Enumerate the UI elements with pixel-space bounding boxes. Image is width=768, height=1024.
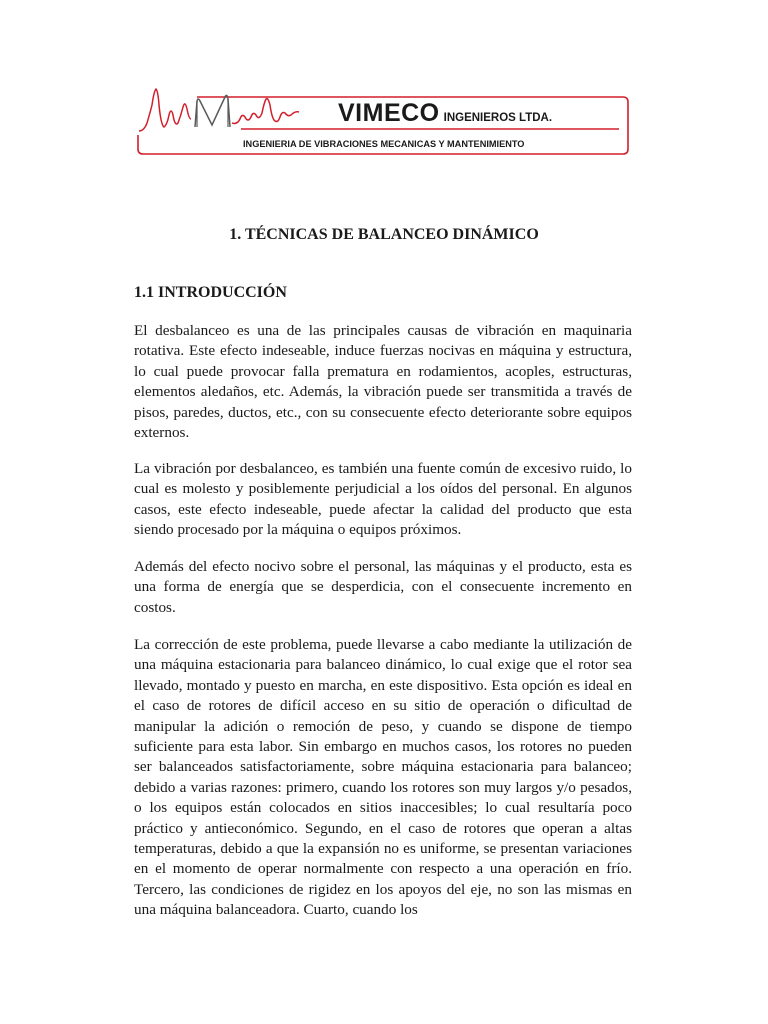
paragraph: Además del efecto nocivo sobre el personal, las máquinas y el producto, esta es una forma de energía que se desperdicia, con el consecuente incremento en costos.: [134, 558, 632, 616]
paragraph: El desbalanceo es una de las principales causas de vibración en maquinaria rotativa. Este efecto indeseable, induce fuerzas nocivas en máquina y estructura, lo cual puede provocar falla prematura en rodamientos, acoples, estructuras, elementos aledaños, etc. Además, la vibración puede ser transmitida a través de pisos, paredes, ductos, etc., con su consecuente efecto deteriorante sobre equipos externos.: [134, 322, 632, 442]
paragraph: La corrección de este problema, puede llevarse a cabo mediante la utilización de una máquina estacionaria para balanceo dinámico, lo cual exige que el rotor sea llevado, montado y puesto en marcha, en este dispositivo. Esta opción es ideal en el caso de rotores de difícil acceso en su sitio de operación o dificultad de manipular la adición o remoción de peso, y cuando se dispone de tiempo suficiente para esta labor. Sin embargo en muchos casos, los rotores no pueden ser balanceados satisfactoriamente, sobre máquina estacionaria para balanceo; debido a varias razones: primero, cuando los rotores son muy largos y/o pesados, o los equipos están colocados en sitios inaccesibles; lo cual resultaría poco práctico y antieconómico. Segundo, en el caso de rotores que operan a altas temperaturas, debido a que la expansión no es uniforme, se presentan variaciones en el momento de operar normalmente con respecto a una operación en frío. Tercero, las condiciones de rigidez en los apoyos del eje, no son las mismas en una máquina balanceadora. Cuarto, cuando los: [134, 636, 632, 919]
brand-row: [338, 99, 552, 128]
section-heading: 1.1 INTRODUCCIÓN: [134, 284, 287, 301]
company-name: VIMECO: [338, 99, 440, 127]
paragraph: La vibración por desbalanceo, es también una fuente común de excesivo ruido, lo cual es molesto y posiblemente perjudicial a los oídos del personal. En algunos casos, este efecto indeseable, puede afectar la calidad del producto que esta siendo procesado por la máquina o equipos próximos.: [134, 460, 632, 539]
company-suffix: INGENIEROS LTDA.: [443, 112, 553, 124]
vibration-waveform-logo: [137, 85, 337, 145]
letterhead: [137, 85, 629, 155]
document-title: 1. TÉCNICAS DE BALANCEO DINÁMICO: [229, 226, 539, 243]
company-tagline: INGENIERIA DE VIBRACIONES MECANICAS Y MANTENIMIENTO: [243, 139, 525, 149]
